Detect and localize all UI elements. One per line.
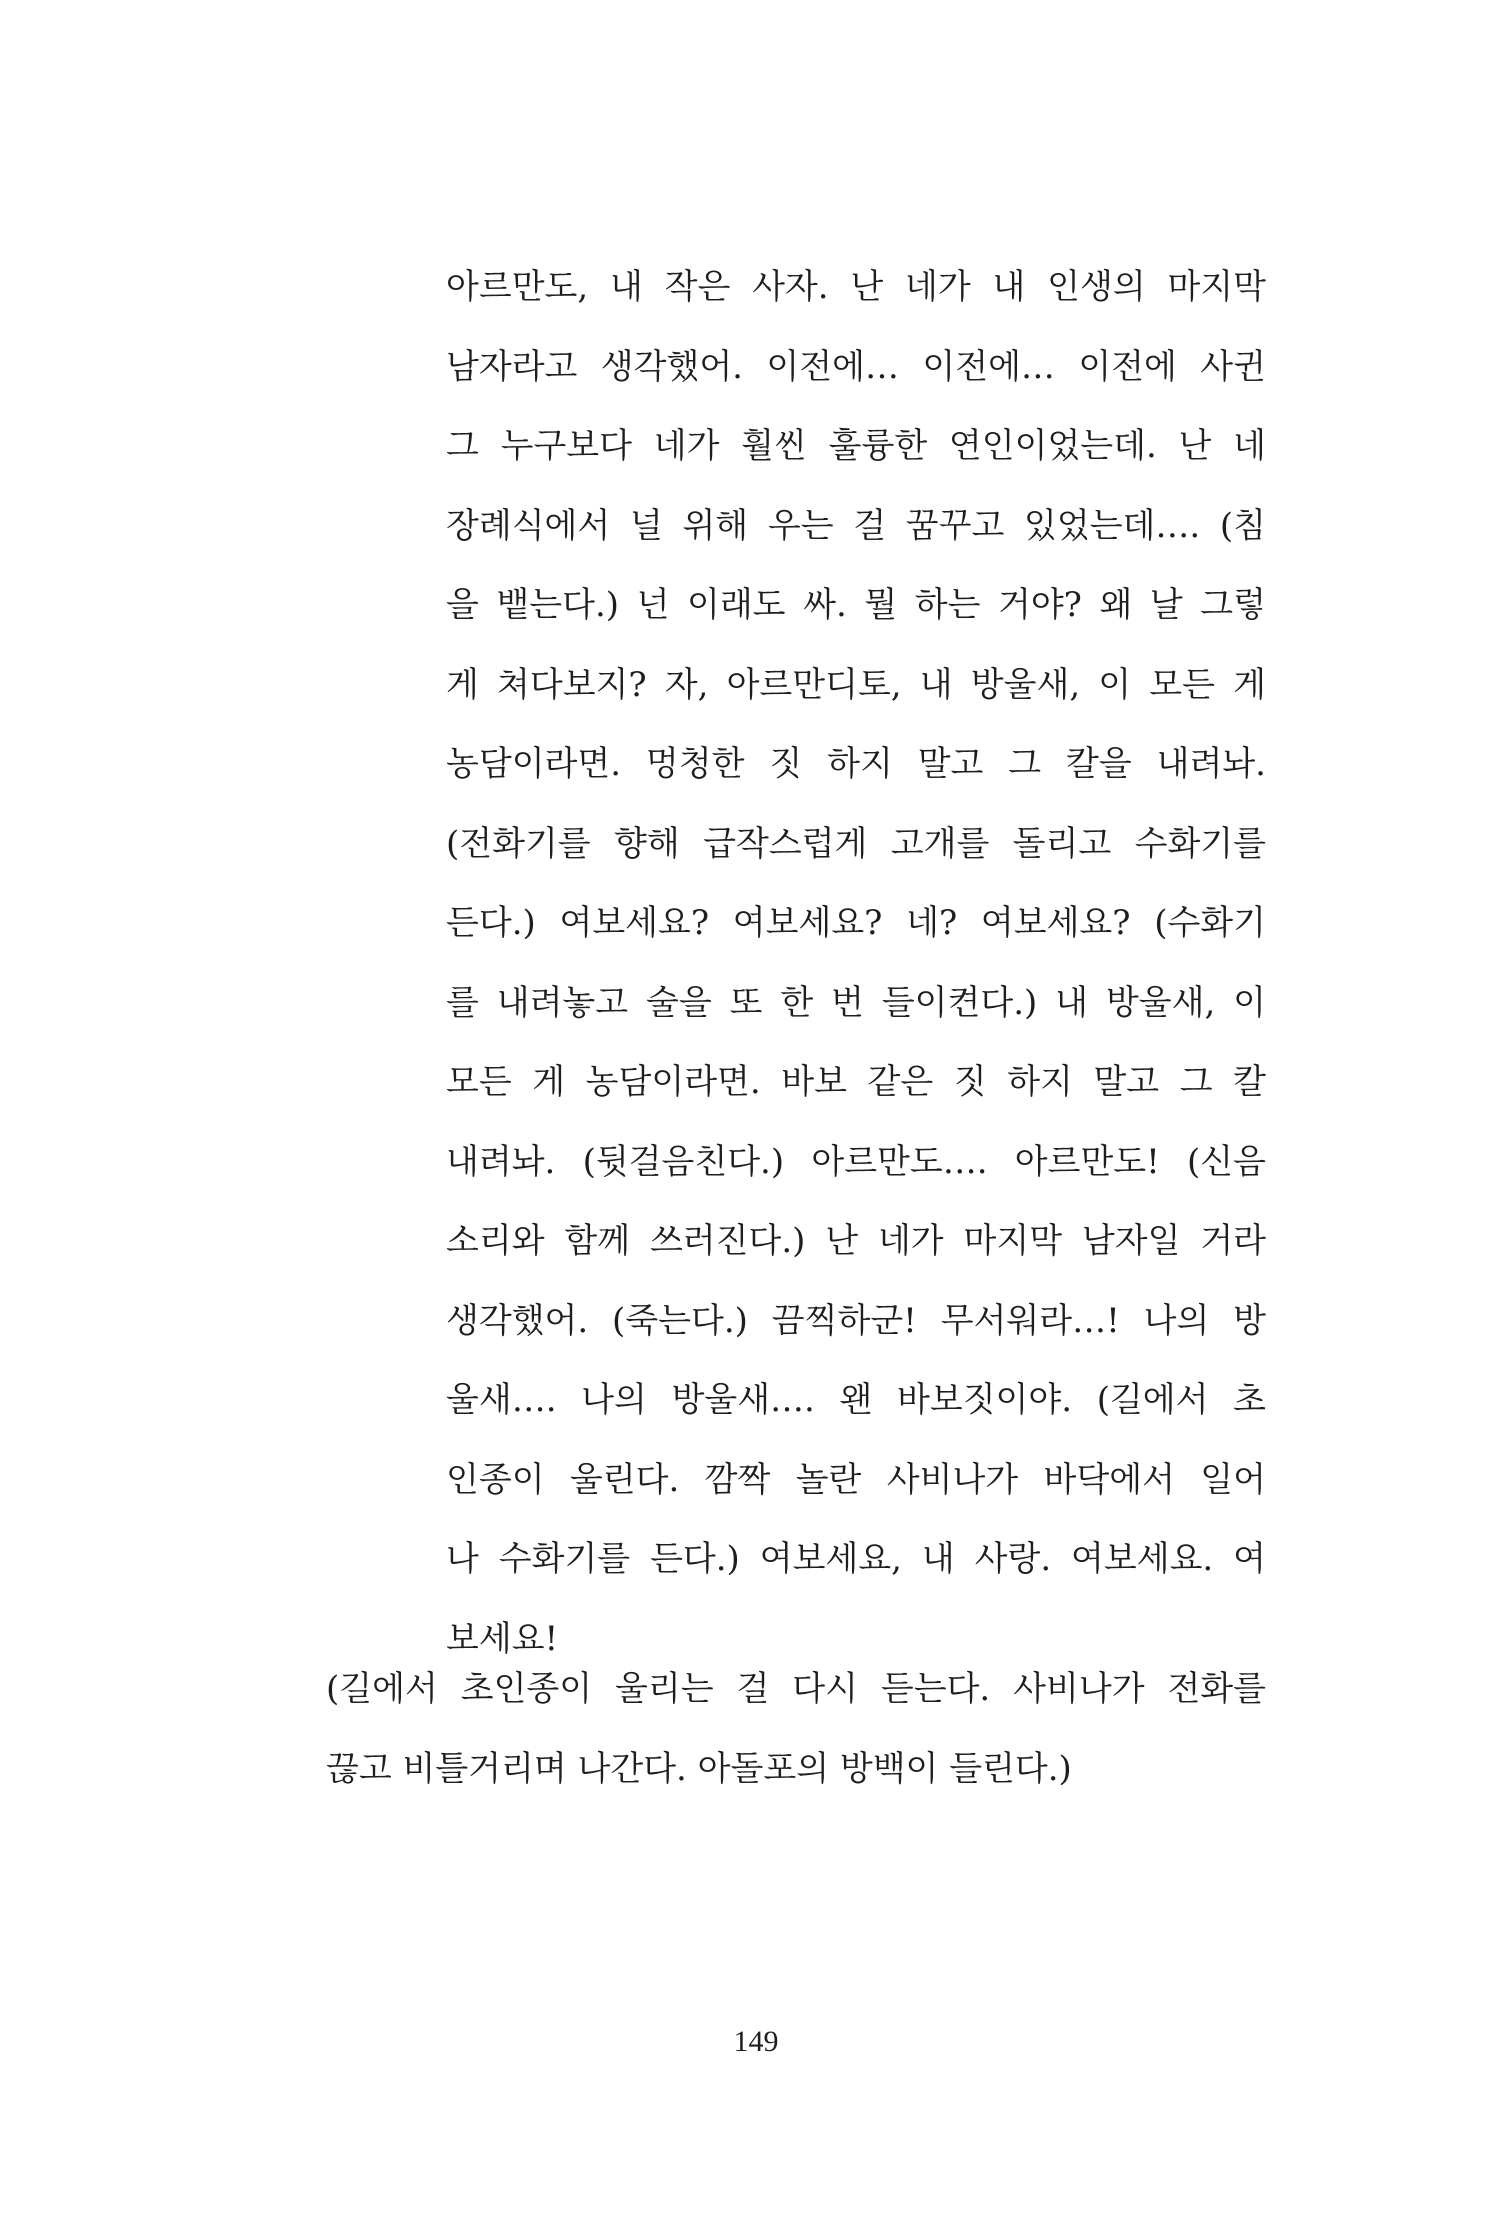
dialogue-line: 내려놔. (뒷걸음친다.) 아르만도…. 아르만도! (신음 [446, 1141, 1266, 1182]
dialogue-line: 를 내려놓고 술을 또 한 번 들이켠다.) 내 방울새, 이 [446, 982, 1266, 1023]
stage-direction-line: 끊고 비틀거리며 나간다. 아돌포의 방백이 들린다.) [326, 1748, 1072, 1789]
page-number: 149 [733, 2025, 779, 2058]
dialogue-block [446, 248, 1266, 1679]
dialogue-line: 장례식에서 널 위해 우는 걸 꿈꾸고 있었는데…. (침 [446, 505, 1266, 546]
dialogue-line: 남자라고 생각했어. 이전에… 이전에… 이전에 사귄 [446, 346, 1266, 387]
dialogue-line: 생각했어. (죽는다.) 끔찍하군! 무서워라…! 나의 방 [446, 1300, 1266, 1341]
dialogue-line: 보세요! [446, 1618, 559, 1659]
dialogue-line: 게 쳐다보지? 자, 아르만디토, 내 방울새, 이 모든 게 [446, 664, 1266, 705]
dialogue-line: 그 누구보다 네가 훨씬 훌륭한 연인이었는데. 난 네 [446, 426, 1266, 466]
dialogue-line: 아르만도, 내 작은 사자. 난 네가 내 인생의 마지막 [446, 267, 1266, 307]
stage-direction-line: (길에서 초인종이 울리는 걸 다시 듣는다. 사비나가 전화를 [326, 1669, 1266, 1709]
dialogue-line: 인종이 울린다. 깜짝 놀란 사비나가 바닥에서 일어 [446, 1459, 1266, 1500]
dialogue-line: 을 뱉는다.) 넌 이래도 싸. 뭘 하는 거야? 왜 날 그렇 [446, 585, 1266, 625]
stage-direction [326, 1650, 1266, 1809]
dialogue-line: 농담이라면. 멍청한 짓 하지 말고 그 칼을 내려놔. [446, 744, 1266, 784]
dialogue-line: 든다.) 여보세요? 여보세요? 네? 여보세요? (수화기 [446, 903, 1266, 943]
dialogue-line: 소리와 함께 쓰러진다.) 난 네가 마지막 남자일 거라 [446, 1221, 1266, 1261]
dialogue-line: 울새…. 나의 방울새…. 왠 바보짓이야. (길에서 초 [446, 1380, 1266, 1420]
dialogue-line: 나 수화기를 든다.) 여보세요, 내 사랑. 여보세요. 여 [446, 1539, 1266, 1579]
dialogue-line: 모든 게 농담이라면. 바보 같은 짓 하지 말고 그 칼 [446, 1062, 1266, 1102]
dialogue-line: (전화기를 향해 급작스럽게 고개를 돌리고 수화기를 [446, 823, 1266, 864]
